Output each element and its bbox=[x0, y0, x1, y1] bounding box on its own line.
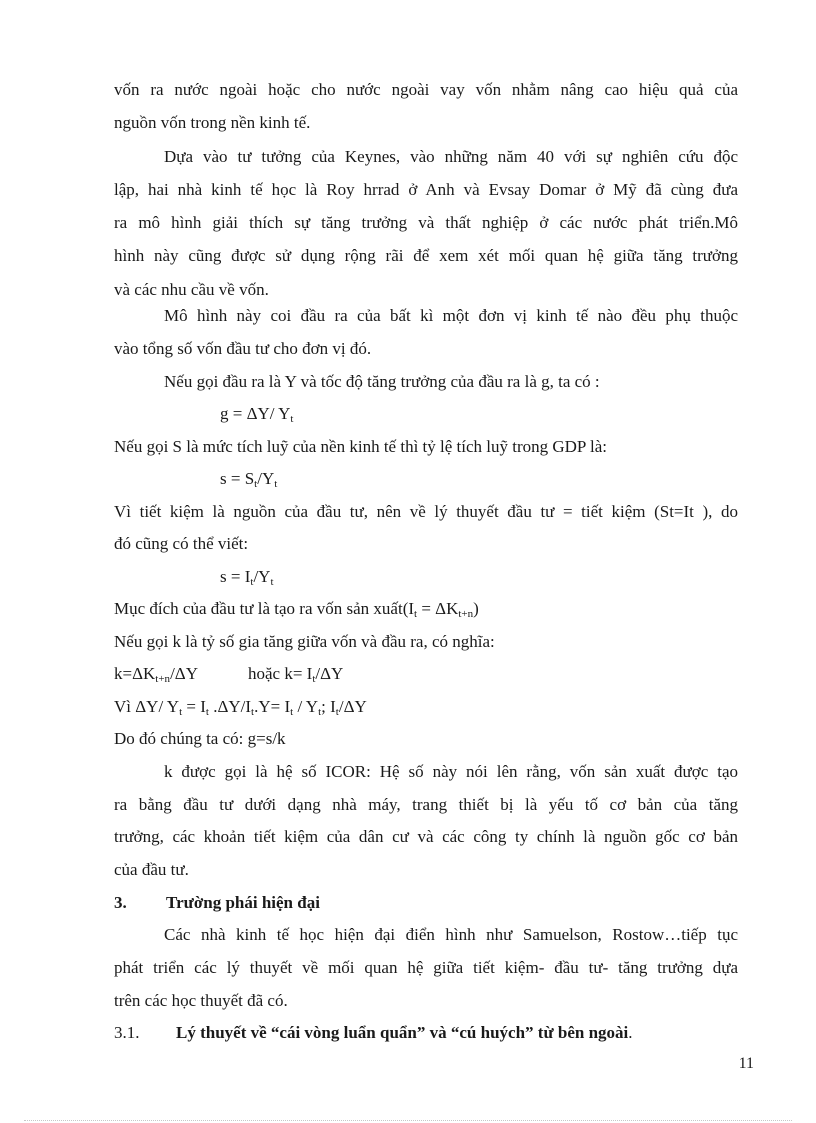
page-number: 11 bbox=[738, 1055, 754, 1072]
footer-divider bbox=[24, 1120, 792, 1121]
paragraph-line: Nếu gọi k là tỷ số gia tăng giữa vốn và đầu ra, có nghĩa: bbox=[114, 632, 495, 651]
paragraph-line: trưởng, các khoản tiết kiệm của dân cư và các công ty chính là nguồn gốc cơ bản bbox=[114, 827, 738, 846]
paragraph-line: Nếu gọi đầu ra là Y và tốc độ tăng trưởng của đầu ra là g, ta có : bbox=[164, 372, 600, 391]
section-heading-3-1: 3.1. Lý thuyết về “cái vòng luẩn quẩn” và “cú huých” từ bên ngoài. bbox=[114, 1023, 633, 1042]
paragraph-line: vốn ra nước ngoài hoặc cho nước ngoài vay vốn nhằm nâng cao hiệu quả của bbox=[114, 80, 738, 99]
formula-savings-rate: $s = S_t/Y_t$ bbox=[220, 469, 278, 490]
paragraph-line: trên các học thuyết đã có. bbox=[114, 991, 288, 1010]
paragraph-line: lập, hai nhà kinh tế học là Roy hrrad ở Anh và Evsay Domar ở Mỹ đã cùng đưa bbox=[114, 180, 738, 199]
formula-derivation: Vì ΔY/ $Y_t = I_t$ $.\Delta Y/I_t.Y= I_t / Y_t$; $I_t/\Delta Y$ bbox=[114, 697, 367, 718]
section-title: Lý thuyết về “cái vòng luẩn quẩn” và “cú huých” từ bên ngoài bbox=[176, 1023, 629, 1042]
paragraph-line: Nếu gọi S là mức tích luỹ của nền kinh tế thì tỷ lệ tích luỹ trong GDP là: bbox=[114, 437, 607, 456]
paragraph-line: vào tổng số vốn đầu tư cho đơn vị đó. bbox=[114, 339, 372, 358]
paragraph-line: Mô hình này coi đầu ra của bất kì một đơn vị kinh tế nào đều phụ thuộc bbox=[164, 306, 738, 325]
paragraph-line: Dựa vào tư tưởng của Keynes, vào những năm 40 với sự nghiên cứu độc bbox=[164, 147, 738, 166]
formula-capital: $(I_t = \Delta K_{t+n})$ bbox=[402, 599, 479, 620]
paragraph-line: ra mô hình giải thích sự tăng trưởng và thất nghiệp ở các nước phát triển.Mô bbox=[114, 213, 738, 232]
paragraph-line: Do đó chúng ta có: g=s/k bbox=[114, 729, 286, 748]
section-heading-3 bbox=[114, 892, 320, 914]
paragraph-line: ra bằng đầu tư dưới dạng nhà máy, trang thiết bị là yếu tố cơ bản của tăng bbox=[114, 795, 738, 814]
formula-icor: $k=\Delta K_{t+n}/\Delta Y$ hoặc $k= I_t/\Delta Y$ bbox=[114, 664, 344, 685]
paragraph-line: Vì tiết kiệm là nguồn của đầu tư, nên về lý thuyết đầu tư = tiết kiệm (St=It ), do bbox=[114, 502, 738, 521]
section-title: Trường phái hiện đại bbox=[166, 893, 320, 912]
formula-growth-rate: g = ΔY/ $Y_t$ bbox=[220, 404, 294, 425]
section-number: 3. bbox=[114, 893, 127, 912]
paragraph-line: đó cũng có thể viết: bbox=[114, 534, 249, 553]
paragraph-line: nguồn vốn trong nền kinh tế. bbox=[114, 113, 311, 132]
section-number: 3.1. bbox=[114, 1023, 140, 1042]
paragraph-line: và các nhu cầu về vốn. bbox=[114, 280, 269, 299]
formula-investment-rate: $s = I_t/Y_t$ bbox=[220, 567, 274, 588]
paragraph-line: Mục đích của đầu tư là tạo ra vốn sản $xuất(I_t = \Delta K_{t+n})$ bbox=[114, 599, 479, 620]
paragraph-line: của đầu tư. bbox=[114, 860, 189, 879]
paragraph-line: Các nhà kinh tế học hiện đại điển hình như Samuelson, Rostow…tiếp tục bbox=[164, 925, 738, 944]
paragraph-line: phát triển các lý thuyết về mối quan hệ giữa tiết kiệm- đầu tư- tăng trưởng dựa bbox=[114, 958, 738, 977]
paragraph-line: k được gọi là hệ số ICOR: Hệ số này nói lên rằng, vốn sản xuất được tạo bbox=[164, 762, 738, 781]
paragraph-line: hình này cũng được sử dụng rộng rãi để xem xét mối quan hệ giữa tăng trưởng bbox=[114, 246, 738, 265]
